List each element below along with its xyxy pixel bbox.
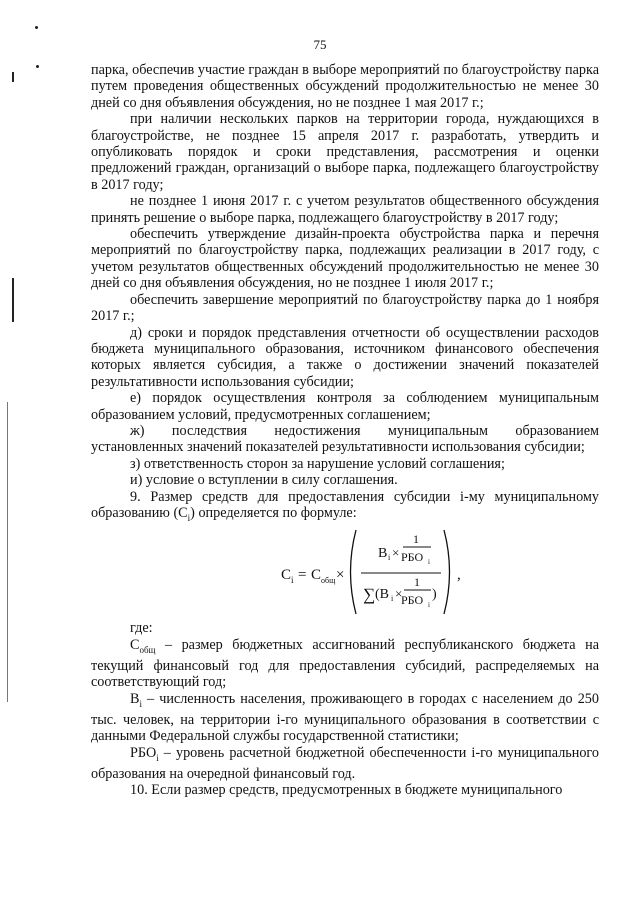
scan-mark-line [12,278,14,322]
formula-intro-sub: i [187,512,191,523]
paragraph: 10. Если размер средств, предусмотренных в бюджете муниципального [130,782,563,799]
formula-num-one: 1 [413,532,419,547]
formula-eq: = [298,567,307,584]
formula-den-close: ) [432,587,437,603]
formula-den-b-sub: i [391,594,394,604]
formula-intro-text-2: ) определяется по формуле: [190,504,357,521]
formula [91,526,599,620]
formula-lhs: C [281,567,292,584]
definition-c-obsh [91,637,599,691]
formula-den-times: × [395,586,403,602]
formula-comma: , [457,567,461,584]
paragraph-formula-intro [91,489,599,527]
definition-rbo-i [91,745,599,783]
definition-symbol: B [130,690,140,707]
formula-num-rbo: РБО [401,550,424,565]
paragraph: и) условие о вступлении в силу соглашения. [130,472,398,489]
definition-b-i [91,691,599,745]
formula-c: C [311,567,322,584]
paragraph: д) сроки и порядок представления отчетности об осуществлении расходов бюджета муниципального образования, источником финансового обеспечения которых является субсидия, а также о достижении значений показателей результативности использования субсидии; [91,324,599,390]
formula-right-paren [444,530,450,614]
formula-num-b: B [378,546,388,562]
formula-times: × [336,567,345,584]
formula-sum: ∑ [363,585,376,605]
formula-num-rbo-sub: i [428,558,430,567]
scan-mark-line [12,72,14,82]
paragraph: е) порядок осуществления контроля за соблюдением муниципальным образованием условий, предусмотренных соглашением; [91,390,599,423]
formula-den-rbo: РБО [401,593,424,608]
formula-den-one: 1 [414,575,420,590]
formula-den-open: (B [375,587,389,603]
definition-symbol-sub: i [156,752,159,763]
definition-text: – размер бюджетных ассигнований республиканского бюджета на текущий финансовый год для предоставления субсидий, распределяемых на соответствующий год; [91,636,599,691]
paragraph: ж) последствия недостижения муниципальным образованием установленных значений показателей результативности использования субсидии; [91,422,599,456]
definition-symbol: C [130,636,140,653]
formula-den-rbo-sub: i [428,601,430,610]
formula-intro-text: 9. Размер средств для предоставления субсидии i-му муниципальному образованию (C [91,488,599,521]
definition-symbol-sub: i [139,698,142,709]
formula-num-times: × [392,545,400,561]
paragraph: при наличии нескольких парков на территории города, нуждающихся в благоустройстве, не позднее 15 апреля 2017 г. разработать, утвердить и опубликовать порядок и сроки представления, рассмотрения и оценки предложений граждан, организаций о выборе парка, подлежащего благоустройству в 2017 году; [91,111,599,193]
scan-mark-dot [36,65,39,68]
paragraph: обеспечить утверждение дизайн-проекта обустройства парка и перечня мероприятий по благоустройству парка, подлежащих реализации в 2017 году, с учетом результатов общественных обсуждений продолжительностью не менее 30 дней со дня объявления обсуждения, но не позднее 1 июля 2017 г.; [91,226,599,292]
formula-c-sub: общ [321,576,336,586]
document-body [91,62,599,799]
scan-mark-line [7,402,8,702]
formula-lhs-sub: i [291,575,294,586]
paragraph: парка, обеспечив участие граждан в выборе мероприятий по благоустройству парка путем проведения общественных обсуждений продолжительностью не менее 30 дней со дня объявления обсуждения, но не позднее 1 мая 2017 г.; [91,62,599,111]
definition-symbol: РБО [130,744,157,761]
page-number: 75 [313,37,327,52]
scan-mark-dot [35,26,38,29]
definition-text: – уровень расчетной бюджетной обеспеченности i-го муниципального образования на очередной финансовый год. [91,744,599,782]
where-label: где: [130,620,153,637]
definition-symbol-sub: общ [139,644,156,655]
paragraph: обеспечить завершение мероприятий по благоустройству парка до 1 ноября 2017 г.; [91,291,599,325]
formula-num-b-sub: i [388,553,391,563]
paragraph: з) ответственность сторон за нарушение условий соглашения; [130,455,505,472]
formula-left-paren [351,530,357,614]
paragraph: не позднее 1 июня 2017 г. с учетом результатов общественного обсуждения принять решение о выборе парка, подлежащего благоустройству в 2017 году; [91,193,599,226]
definition-text: – численность населения, проживающего в городах с населением до 250 тыс. человек, на территории i-го муниципального образования в соответствии с данными Федеральной службы государственной статистики; [91,690,599,745]
